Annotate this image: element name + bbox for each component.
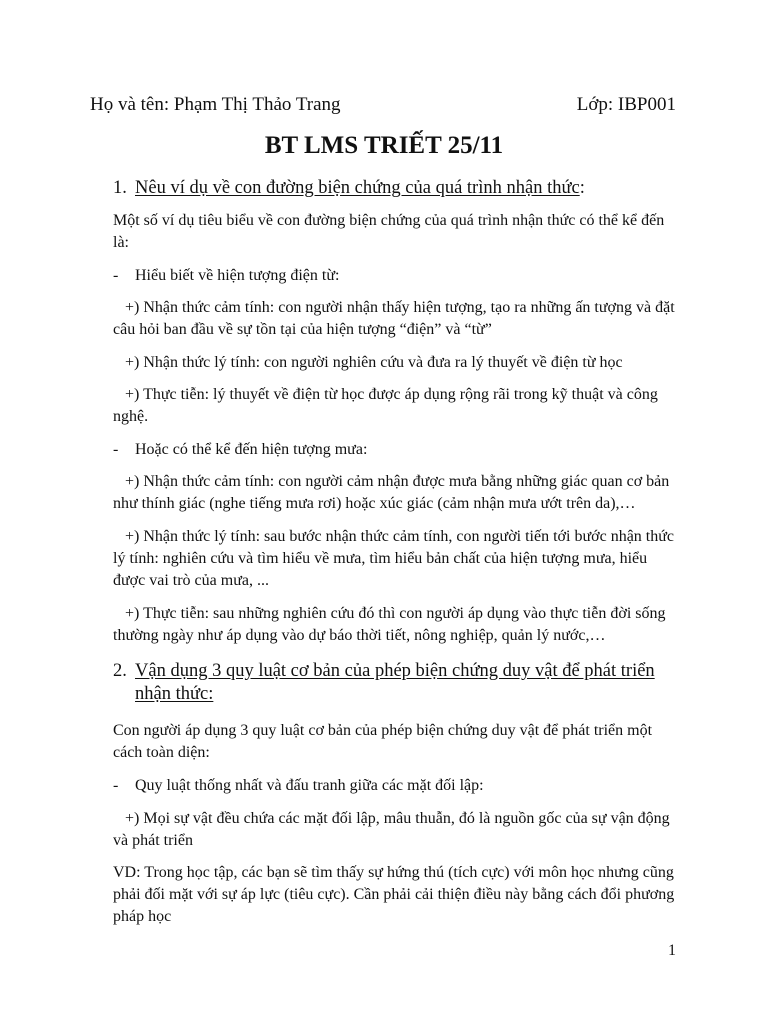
section-1-b2-point-2: +) Nhận thức lý tính: sau bước nhận thức cảm tính, con người tiến tới bước nhận thức lý tính: nghiên cứu và tìm hiểu về mưa, tìm hiểu bản chất của hiện tượng mưa, hiểu được vai trò của mưa, ... (113, 528, 675, 589)
student-class: Lớp: IBP001 (576, 94, 676, 115)
section-1-b1-point-1: +) Nhận thức cảm tính: con người nhận thấy hiện tượng, tạo ra những ấn tượng và đặt câu hỏi ban đầu về sự tồn tại của hiện tượng “điện” và “từ” (113, 299, 675, 338)
section-2-bullet-1 (113, 775, 676, 797)
bullet-dash: - (113, 777, 119, 794)
section-1-heading-suffix: : (579, 178, 585, 198)
section-1-bullet-2-text: Hoặc có thể kể đến hiện tượng mưa: (135, 441, 368, 458)
section-2-bullet-1-text: Quy luật thống nhất và đấu tranh giữa các mặt đối lập: (135, 777, 484, 794)
section-1-b1-point-3: +) Thực tiễn: lý thuyết về điện từ học được áp dụng rộng rãi trong kỹ thuật và công nghệ. (113, 386, 658, 425)
page-number: 1 (668, 942, 676, 959)
section-2-b1-point-1: +) Mọi sự vật đều chứa các mặt đối lập, mâu thuẫn, đó là nguồn gốc của sự vận động và phát triển (113, 810, 670, 849)
document-title: BT LMS TRIẾT 25/11 (264, 132, 504, 159)
section-1-b2-point-3: +) Thực tiễn: sau những nghiên cứu đó thì con người áp dụng vào thực tiễn đời sống thường ngày như áp dụng vào dự báo thời tiết, nông nghiệp, quản lý nước,… (113, 605, 666, 644)
section-1-heading (113, 177, 678, 200)
section-2-heading-text: Vận dụng 3 quy luật cơ bản của phép biện chứng duy vật để phát triển nhận thức: (135, 661, 655, 704)
section-1-bullet-2 (113, 439, 676, 461)
section-2-example: VD: Trong học tập, các bạn sẽ tìm thấy sự hứng thú (tích cực) với môn học nhưng cũng phải đối mặt với sự áp lực (tiêu cực). Cần phải cải thiện điều này bằng cách đổi phương pháp học (113, 864, 675, 925)
section-1-bullet-1 (113, 265, 676, 287)
section-1-b1-point-2: +) Nhận thức lý tính: con người nghiên cứu và đưa ra lý thuyết về điện từ học (125, 354, 623, 371)
bullet-dash: - (113, 441, 119, 458)
section-2-intro: Con người áp dụng 3 quy luật cơ bản của phép biện chứng duy vật để phát triển một cách toàn diện: (113, 722, 653, 761)
section-1-b2-point-1: +) Nhận thức cảm tính: con người cảm nhận được mưa bằng những giác quan cơ bản như thính giác (nghe tiếng mưa rơi) hoặc xúc giác (cảm nhận mưa ướt trên da),… (113, 473, 670, 512)
section-1-intro: Một số ví dụ tiêu biểu về con đường biện chứng của quá trình nhận thức có thể kể đến là: (113, 212, 665, 251)
section-2-heading (113, 660, 678, 706)
bullet-dash: - (113, 267, 119, 284)
student-name: Họ và tên: Phạm Thị Thảo Trang (90, 94, 341, 115)
section-1-bullet-1-text: Hiểu biết về hiện tượng điện từ: (135, 267, 340, 284)
section-1-heading-text: Nêu ví dụ về con đường biện chứng của quá trình nhận thức (135, 178, 580, 198)
section-1-number: 1. (113, 178, 127, 198)
header-row (90, 93, 676, 117)
section-2-number: 2. (113, 661, 127, 681)
